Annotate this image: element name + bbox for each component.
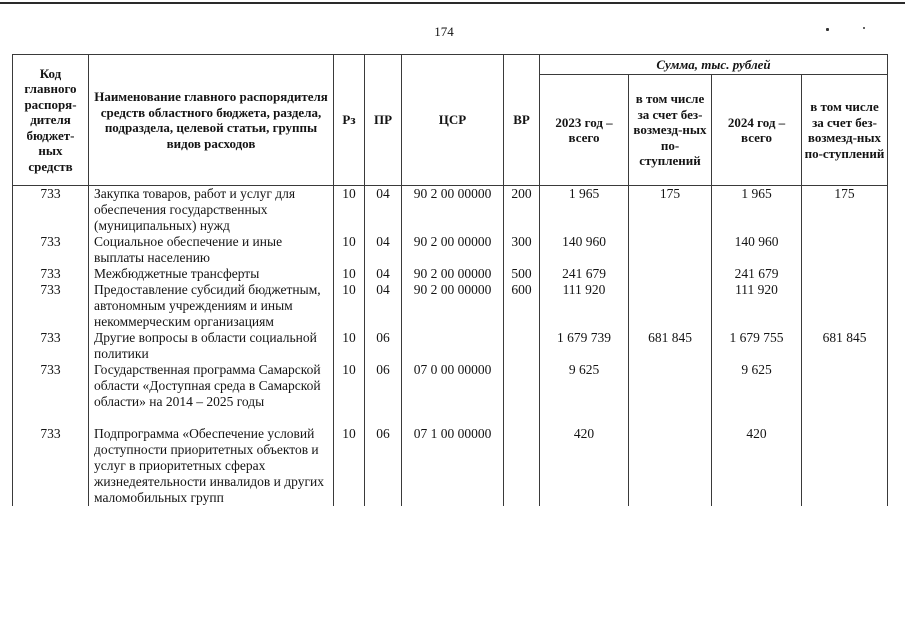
spacer-cell [334,410,365,426]
cell-2023-grants [629,282,712,330]
cell-name: Закупка товаров, работ и услуг для обеспечения государственных (муниципальных) нужд [89,186,334,235]
cell-2023-grants [629,362,712,410]
cell-2023-grants [629,426,712,506]
cell-pr: 06 [365,426,402,506]
cell-pr: 04 [365,266,402,282]
cell-vr [504,426,540,506]
spacer-cell [89,410,334,426]
cell-vr: 300 [504,234,540,266]
top-rule [0,2,905,4]
spacer-cell [13,410,89,426]
header-2023-total: 2023 год – всего [540,75,629,186]
cell-name: Другие вопросы в области социальной политики [89,330,334,362]
cell-code: 733 [13,282,89,330]
spacer-cell [802,410,888,426]
table-row [13,426,888,506]
cell-name: Государственная программа Самарской области «Доступная среда в Самарской области» на 2014 – 2025 годы [89,362,334,410]
cell-csr: 90 2 00 00000 [402,266,504,282]
page-number: 174 [434,24,454,39]
cell-pr: 06 [365,362,402,410]
table-row [13,234,888,266]
spacer-cell [712,410,802,426]
spacer-cell [629,410,712,426]
header-row-top [13,55,888,75]
cell-2024-grants: 175 [802,186,888,235]
cell-2023-grants: 681 845 [629,330,712,362]
cell-name: Межбюджетные трансферты [89,266,334,282]
header-2023-grants: в том числе за счет без-возмезд-ных по-ступлений [629,75,712,186]
cell-2023-grants [629,266,712,282]
cell-2023-grants: 175 [629,186,712,235]
header-rz: Рз [334,55,365,186]
cell-2024-total: 111 920 [712,282,802,330]
cell-2023-total: 1 679 739 [540,330,629,362]
header-code: Код главного распоря-дителя бюджет-ных средств [13,55,89,186]
cell-code: 733 [13,426,89,506]
cell-csr: 90 2 00 00000 [402,282,504,330]
cell-rz: 10 [334,234,365,266]
cell-pr: 04 [365,186,402,235]
cell-vr: 200 [504,186,540,235]
cell-rz: 10 [334,330,365,362]
cell-csr: 07 0 00 00000 [402,362,504,410]
cell-pr: 04 [365,234,402,266]
row-spacer [13,410,888,426]
cell-2023-total: 140 960 [540,234,629,266]
cell-2024-total: 9 625 [712,362,802,410]
cell-csr: 90 2 00 00000 [402,234,504,266]
header-name: Наименование главного распорядителя средств областного бюджета, раздела, подраздела, целевой статьи, группы видов расходов [89,55,334,186]
cell-rz: 10 [334,186,365,235]
cell-vr: 500 [504,266,540,282]
header-pr: ПР [365,55,402,186]
cell-2024-grants [802,234,888,266]
cell-2023-total: 241 679 [540,266,629,282]
cell-pr: 06 [365,330,402,362]
cell-code: 733 [13,234,89,266]
cell-2024-grants [802,282,888,330]
budget-table [12,54,888,506]
cell-csr [402,330,504,362]
header-2024-grants: в том числе за счет без-возмезд-ных по-ступлений [802,75,888,186]
cell-2024-grants: 681 845 [802,330,888,362]
cell-2024-total: 1 679 755 [712,330,802,362]
spacer-cell [402,410,504,426]
cell-code: 733 [13,266,89,282]
cell-2024-total: 241 679 [712,266,802,282]
table-row [13,186,888,235]
cell-2024-grants [802,362,888,410]
cell-rz: 10 [334,282,365,330]
cell-csr: 07 1 00 00000 [402,426,504,506]
cell-rz: 10 [334,266,365,282]
spacer-cell [365,410,402,426]
cell-vr: 600 [504,282,540,330]
cell-name: Предоставление субсидий бюджетным, автономным учреждениям и иным некоммерческим организациям [89,282,334,330]
table-row [13,282,888,330]
cell-2024-total: 420 [712,426,802,506]
cell-2023-total: 1 965 [540,186,629,235]
header-sum-group: Сумма, тыс. рублей [540,55,888,75]
cell-2024-total: 1 965 [712,186,802,235]
scan-speck [826,28,829,31]
cell-pr: 04 [365,282,402,330]
cell-name: Социальное обеспечение и иные выплаты населению [89,234,334,266]
cell-rz: 10 [334,426,365,506]
spacer-cell [540,410,629,426]
cell-code: 733 [13,330,89,362]
cell-2024-grants [802,426,888,506]
cell-code: 733 [13,186,89,235]
cell-2023-total: 420 [540,426,629,506]
cell-rz: 10 [334,362,365,410]
header-vr: ВР [504,55,540,186]
cell-code: 733 [13,362,89,410]
cell-vr [504,330,540,362]
header-2024-total: 2024 год – всего [712,75,802,186]
cell-2023-grants [629,234,712,266]
table-row [13,266,888,282]
cell-2023-total: 9 625 [540,362,629,410]
header-csr: ЦСР [402,55,504,186]
cell-vr [504,362,540,410]
cell-name: Подпрограмма «Обеспечение условий доступности приоритетных объектов и услуг в приоритетных сферах жизнедеятельности инвалидов и других маломобильных групп [89,426,334,506]
table-row [13,362,888,410]
cell-2024-grants [802,266,888,282]
cell-2024-total: 140 960 [712,234,802,266]
cell-csr: 90 2 00 00000 [402,186,504,235]
scan-speck [863,27,865,29]
table-row [13,330,888,362]
spacer-cell [504,410,540,426]
cell-2023-total: 111 920 [540,282,629,330]
